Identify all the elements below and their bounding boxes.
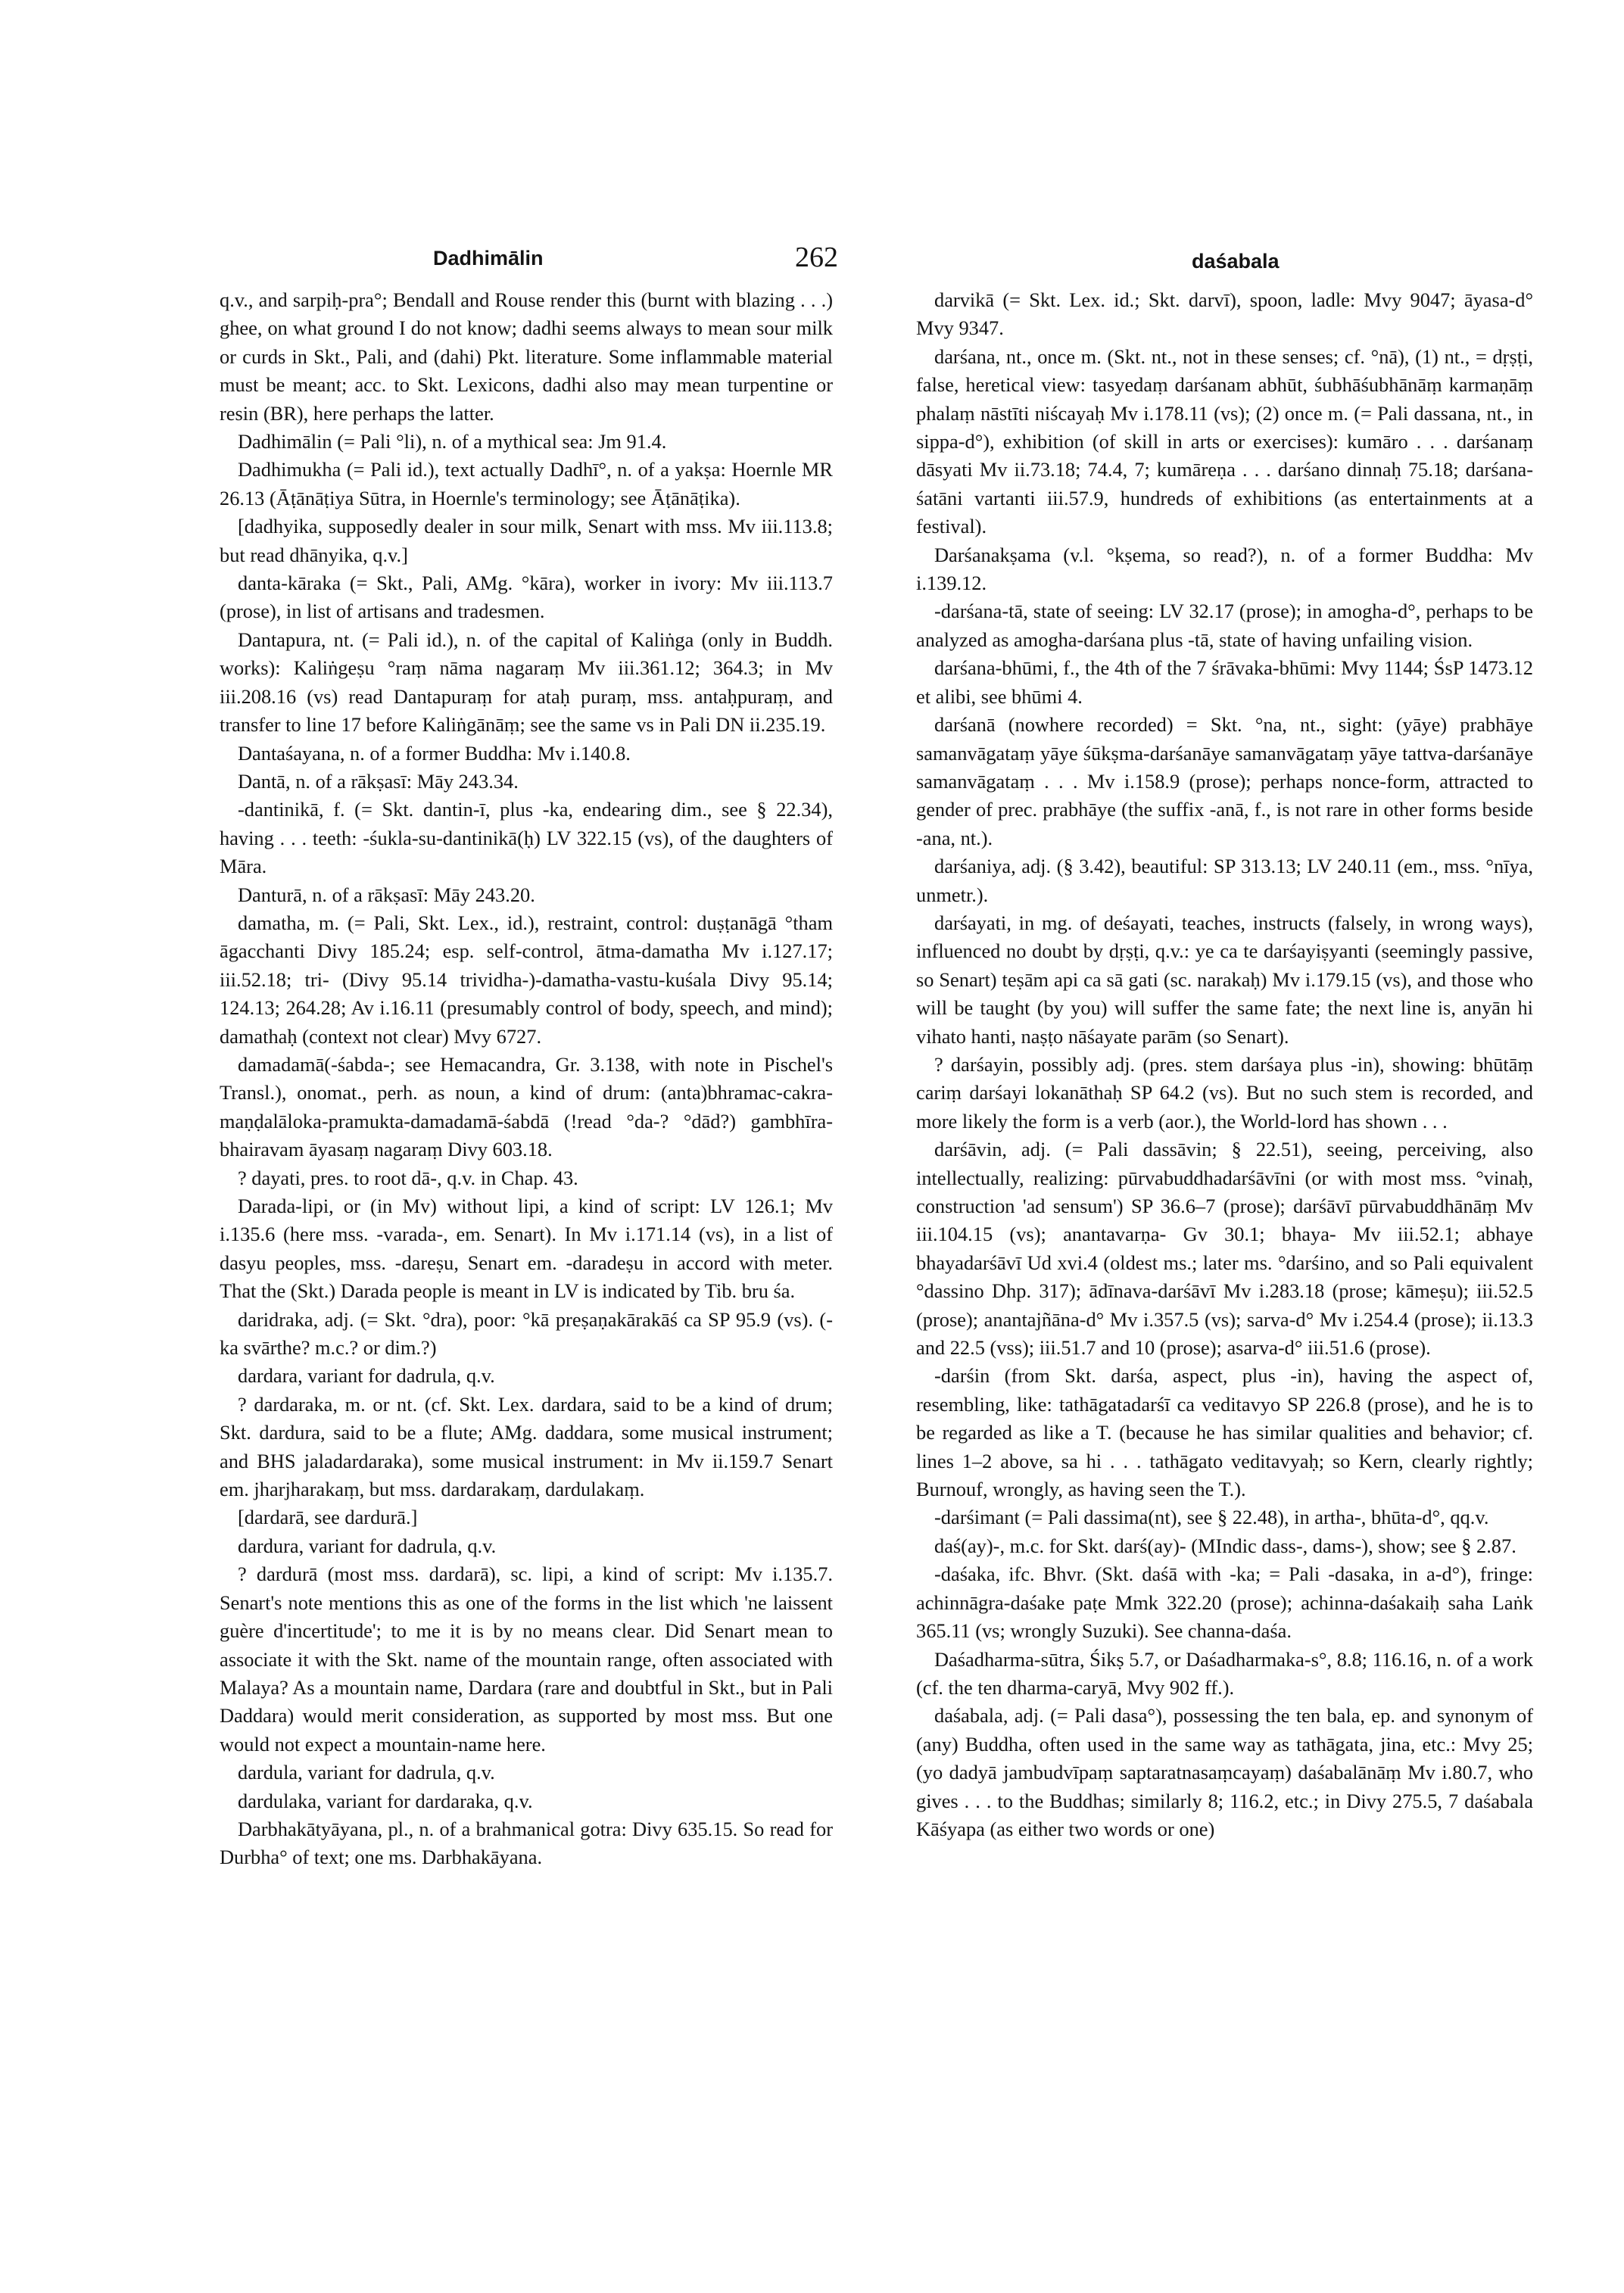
entry: -dantinikā, f. (= Skt. dantin-ī, plus -ka, endearing dim., see § 22.34), having . . . teeth: -śukla-su-dantinikā(ḥ) LV 322.15 (vs), of the daughters of Māra.: [220, 798, 833, 878]
entry: Daśadharma-sūtra, Śikṣ 5.7, or Daśadharmaka-s°, 8.8; 116.16, n. of a work (cf. the ten dharma-caryā, Mvy 902 ff.).: [916, 1647, 1533, 1699]
left-column: [220, 286, 833, 1872]
right-column: [916, 286, 1533, 1843]
entry: q.v., and sarpiḥ-pra°; Bendall and Rouse render this (burnt with blazing . . .) ghee, on what ground I do not know; dadhi seems always to mean sour milk or curds in Skt., Pali, and (dahi) Pkt. literature. Some inflammable material must be meant; acc. to Skt. Lexicons, dadhi also may mean turpentine or resin (BR), here perhaps the latter.: [220, 288, 833, 425]
entry: Dadhimālin (= Pali °li), n. of a mythical sea: Jm 91.4.: [238, 430, 667, 453]
entry: darśana, nt., once m. (Skt. nt., not in these senses; cf. °nā), (1) nt., = dṛṣṭi, false, heretical view: tasyedaṃ darśanam abhūt, śubhāśubhānāṃ karmaṇāṃ phalaṃ nāstīti niścayaḥ Mv i.178.11 (vs); (2) once m. (= Pali dassana, nt., in sippa-d°), exhibition (of skill in arts or exercises): kumāro . . . darśanaṃ dāsyati Mv ii.73.18; 74.4, 7; kumāreṇa . . . darśano dinnaḥ 75.18; darśana-śatāni vartanti iii.57.9, hundreds of exhibitions (as entertainments at a festival).: [916, 344, 1533, 538]
entry: danta-kāraka (= Skt., Pali, AMg. °kāra), worker in ivory: Mv iii.113.7 (prose), in list of artisans and tradesmen.: [220, 572, 833, 623]
entry: Darada-lipi, or (in Mv) without lipi, a kind of script: LV 126.1; Mv i.135.6 (here mss. -varada-, em. Senart). In Mv i.171.14 (vs), in a list of dasyu peoples, mss. -dareṣu, Senart em. -daradeṣu in accord with meter. That the (Skt.) Darada people is meant in LV is indicated by Tib. bru śa.: [220, 1195, 833, 1303]
entry: ? dardurā (most mss. dardarā), sc. lipi, a kind of script: Mv i.135.7. Senart's note mentions this as one of the forms in the list which 'ne laissent guère d'incertitude'; to me it is by no means clear. Did Senart mean to associate it with the Skt. name of the mountain range, often associated with Malaya? As a mountain name, Dardara (rare and doubtful in Skt., but in Pali Daddara) would merit consideration, as supported by most mss. But one would not expect a mountain-name here.: [220, 1562, 833, 1756]
entry: -darśimant (= Pali dassima(nt), see § 22.48), in artha-, bhūta-d°, qq.v.: [934, 1506, 1489, 1529]
entry: [dardarā, see dardurā.]: [238, 1506, 418, 1529]
entry: Darśanakṣama (v.l. °kṣema, so read?), n. of a former Buddha: Mv i.139.12.: [916, 543, 1533, 595]
entry: -daśaka, ifc. Bhvr. (Skt. daśā with -ka; = Pali -dasaka, in a-d°), fringe: achinnāgra-daśake paṭe Mmk 322.20 (prose); achinna-daśakaiḥ saha Laṅk 365.11 (vs; wrongly Suzuki). See channa-daśa.: [916, 1562, 1533, 1643]
entry: daś(ay)-, m.c. for Skt. darś(ay)- (MIndic dass-, dams-), show; see § 2.87.: [934, 1534, 1516, 1557]
entry: darśāvin, adj. (= Pali dassāvin; § 22.51), seeing, perceiving, also intellectually, realizing: pūrvabuddhadarśāvīni (or with most mss. °vinaḥ, construction 'ad sensum') SP 36.6–7 (prose); darśāvī pūrvabuddhānāṃ Mv iii.104.15 (vs); anantavarṇa- Gv 30.1; bhaya- Mv iii.52.1; abhaye bhayadarśāvī Ud xvi.4 (oldest ms.; later ms. °darśino, and so Pali equivalent °dassino Dhp. 317); ādīnava-darśāvī Mv i.283.18 (prose; kāmeṣu); iii.52.5 (prose); anantajñāna-d° Mv i.357.5 (vs); sarva-d° Mv i.254.4 (prose); ii.13.3 and 22.5 (vss); iii.51.7 and 10 (prose); asarva-d° iii.51.6 (prose).: [916, 1138, 1533, 1360]
entry: darśayati, in mg. of deśayati, teaches, instructs (falsely, in wrong ways), influenced no doubt by dṛṣṭi, q.v.: ye ca te darśayiṣyanti (seemingly passive, so Senart) teṣām api ca sā gati (sc. narakaḥ) Mv i.179.15 (vs), and those who will be taught (by you) will suffer the same fate; the next line is, anyān hi vihato hanti, naṣṭo nāśayate parām (so Senart).: [916, 911, 1533, 1048]
entry: damadamā(-śabda-; see Hemacandra, Gr. 3.138, with note in Pischel's Transl.), onomat., perh. as noun, a kind of drum: (anta)bhramac-cakra-maṇḍalāloka-pramukta-damadamā-śabdā (!read °da-? °dād?) gambhīra-bhairavam āyasaṃ nagaraṃ Divy 603.18.: [220, 1052, 833, 1161]
entry: Darbhakātyāyana, pl., n. of a brahmanical gotra: Divy 635.15. So read for Durbha° of text; one ms. Darbhakāyana.: [220, 1817, 833, 1869]
page-number: 262: [795, 241, 838, 273]
entry: Dantā, n. of a rākṣasī: Māy 243.34.: [238, 769, 519, 793]
entry: Dantaśayana, n. of a former Buddha: Mv i.140.8.: [238, 741, 631, 765]
header-right-word: daśabala: [1192, 250, 1280, 273]
entry: darśanā (nowhere recorded) = Skt. °na, nt., sight: (yāye) prabhāye samanvāgataṃ yāye śūkṣma-darśanāye samanvāgataṃ yāye tattva-darśanāye samanvāgataṃ . . . Mv i.158.9 (prose); perhaps nonce-form, attracted to gender of prec. prabhāye (the suffix -anā, f., is not rare in other forms beside -ana, nt.).: [916, 713, 1533, 849]
entry: dardula, variant for dadrula, q.v.: [238, 1761, 495, 1784]
entry: [dadhyika, supposedly dealer in sour milk, Senart with mss. Mv iii.113.8; but read dhānyika, q.v.]: [220, 515, 833, 566]
entry: Dantapura, nt. (= Pali id.), n. of the capital of Kaliṅga (only in Buddh. works): Kaliṅgeṣu °raṃ nāma nagaraṃ Mv iii.361.12; 364.3; in Mv iii.208.16 (vs) read Dantapuraṃ for ataḥ puraṃ, mss. antaḥpuraṃ, and transfer to line 17 before Kaliṅgānāṃ; see the same vs in Pali DN ii.235.19.: [220, 628, 833, 737]
entry: dardara, variant for dadrula, q.v.: [238, 1364, 495, 1388]
entry: darśana-bhūmi, f., the 4th of the 7 śrāvaka-bhūmi: Mvy 1144; ŚsP 1473.12 et alibi, see bhūmi 4.: [916, 656, 1533, 708]
entry: ? dardaraka, m. or nt. (cf. Skt. Lex. dardara, said to be a kind of drum; Skt. dardura, said to be a flute; AMg. daddara, some musical instrument; and BHS jaladardaraka), some musical instrument: in Mv ii.159.7 Senart em. jharjharakaṃ, but mss. dardarakaṃ, dardulakaṃ.: [220, 1392, 833, 1501]
entry: dardulaka, variant for dardaraka, q.v.: [238, 1789, 533, 1812]
entry: darśaniya, adj. (§ 3.42), beautiful: SP 313.13; LV 240.11 (em., mss. °nīya, unmetr.).: [916, 855, 1533, 906]
entry: damatha, m. (= Pali, Skt. Lex., id.), restraint, control: duṣṭanāgā °tham āgacchanti Divy 185.24; esp. self-control, ātma-damatha Mv i.127.17; iii.52.18; tri- (Divy 95.14 trividha-)-damatha-vastu-kuśala Divy 95.14; 124.13; 264.28; Av i.16.11 (presumably control of body, speech, and mind); damathaḥ (context not clear) Mvy 6727.: [220, 911, 833, 1048]
entry: daśabala, adj. (= Pali dasa°), possessing the ten bala, ep. and synonym of (any) Buddha, often used in the same way as tathāgata, jina, etc.: Mvy 25; (yo dadyā jambudvīpaṃ saptaratnasaṃcayaṃ) daśabalānāṃ Mv i.80.7, who gives . . . to the Buddhas; similarly 8; 116.2, etc.; in Divy 275.5, 7 daśabala Kāśyapa (as either two words or one): [916, 1704, 1533, 1840]
entry: -darśin (from Skt. darśa, aspect, plus -in), having the aspect of, resembling, like: tathāgatadarśī ca veditavyo SP 226.8 (prose), and he is to be regarded as like a T. (because he has similar qualities and behavior; cf. lines 1–2 above, sa hi . . . tathāgato veditavyaḥ; so Kern, clearly rightly; Burnouf, wrongly, as having seen the T.).: [916, 1364, 1533, 1501]
entry: Dadhimukha (= Pali id.), text actually Dadhī°, n. of a yakṣa: Hoernle MR 26.13 (Āṭānāṭiya Sūtra, in Hoernle's terminology; see Āṭānāṭika).: [220, 458, 833, 509]
running-header: [0, 241, 1624, 279]
entry: dardura, variant for dadrula, q.v.: [238, 1534, 497, 1557]
entry: ? darśayin, possibly adj. (pres. stem darśaya plus -in), showing: bhūtāṃ cariṃ darśayi lokanāthaḥ SP 64.2 (vs). But no such stem is recorded, and more likely the form is a verb (aor.), the World-lord has shown . . .: [916, 1052, 1533, 1132]
entry: -darśana-tā, state of seeing: LV 32.17 (prose); in amogha-d°, perhaps to be analyzed as amogha-darśana plus -tā, state of having unfailing vision.: [916, 600, 1533, 651]
entry: darvikā (= Skt. Lex. id.; Skt. darvī), spoon, ladle: Mvy 9047; āyasa-d° Mvy 9347.: [916, 288, 1533, 340]
entry: ? dayati, pres. to root dā-, q.v. in Chap. 43.: [238, 1166, 578, 1189]
entry: Danturā, n. of a rākṣasī: Māy 243.20.: [238, 883, 535, 906]
header-left-word: Dadhimālin: [433, 247, 544, 269]
entry: daridraka, adj. (= Skt. °dra), poor: °kā preṣaṇakārakāś ca SP 95.9 (vs). (-ka svārthe? m.c.? or dim.?): [220, 1307, 833, 1360]
